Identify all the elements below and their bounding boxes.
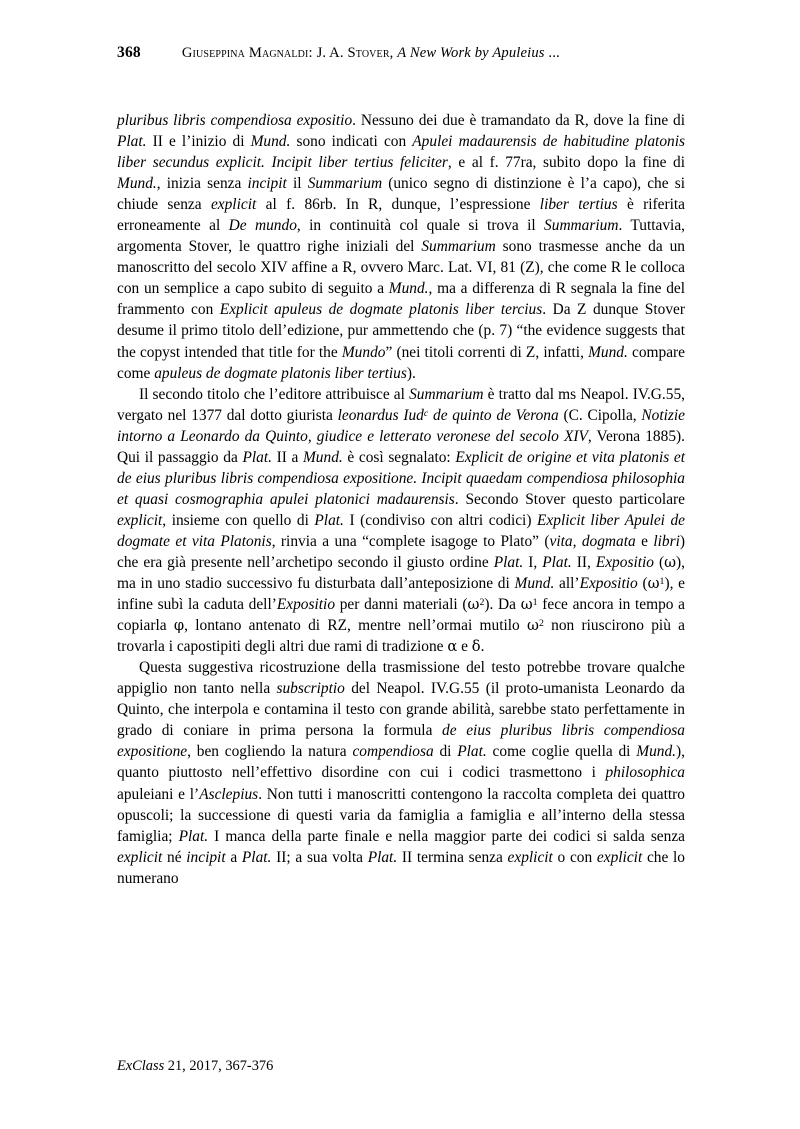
italic-run: Plat. <box>542 553 572 571</box>
text-run: , ma a differenza di R segnala la fine del frammento con <box>117 280 685 319</box>
italic-run: Expositio <box>595 553 654 571</box>
text-run: è tratto dal ms Neapol. IV.G.55, vergato nel 1377 dal dotto giurista <box>117 385 685 424</box>
footer-citation-detail: 21, 2017, 367-376 <box>164 1058 274 1074</box>
body-text <box>117 110 685 889</box>
text-run: . <box>480 638 485 656</box>
text-run: II, <box>571 553 596 571</box>
text-run: ) che era già presente nell’archetipo secondo il giusto ordine <box>117 532 685 571</box>
italic-run: Explicit apuleus de dogmate platonis liber tercius <box>219 301 543 319</box>
text-run: non riuscirono più a trovarla i capostipiti degli altri due rami di tradizione <box>117 617 685 656</box>
text-run: (C. Cipolla, <box>558 406 642 424</box>
text-run: . Nessuno dei due è tramandato da R, dove la fine di <box>352 112 686 129</box>
text-run: e <box>635 532 654 550</box>
italic-run: pluribus libris compendiosa expositio <box>117 112 353 129</box>
italic-run: compendiosa <box>352 743 434 761</box>
italic-run: Expositio <box>579 575 638 593</box>
italic-run: apuleus de dogmate platonis liber tertius <box>154 364 407 382</box>
italic-run: Apulei madaurensis de habitudine platonis liber secundus explicit. Incipit liber tertius feliciter <box>117 133 685 172</box>
superscript-run: 1 <box>532 596 538 608</box>
italic-run: Plat. <box>493 553 524 571</box>
italic-run: Plat. <box>178 827 209 845</box>
italic-run: Mund. <box>588 343 628 361</box>
text-run: del Neapol. IV.G.55 (il proto-umanista Leonardo da Quinto, che interpola e contamina il testo con grande abilità, sarebbe stato perfettamente in grado di coniare in prima persona la formula <box>117 680 685 740</box>
italic-run: Plat. <box>457 743 487 761</box>
page-number: 368 <box>117 44 141 61</box>
text-run: II termina senza <box>397 848 508 866</box>
text-run: di <box>433 743 458 761</box>
text-run: sono indicati con <box>290 133 413 151</box>
greek-siglum: α <box>447 638 458 656</box>
italic-run: Asclepius <box>199 785 259 803</box>
text-run: , inizia senza <box>156 175 248 193</box>
italic-run: leonardus Iud <box>337 406 424 424</box>
italic-run: Mund. <box>250 133 291 151</box>
greek-siglum: ω <box>647 575 660 593</box>
text-run: ), e infine subì la caduta dell’ <box>117 575 685 614</box>
running-head-ellipsis: ... <box>544 45 560 61</box>
text-run: che lo numerano <box>117 848 685 887</box>
text-run: ), ma in uno stadio successivo fu disturbata dall’anteposizione di <box>117 553 686 593</box>
italic-run: Expositio <box>276 596 336 614</box>
text-run: per danni materiali ( <box>335 596 468 614</box>
paragraph <box>117 110 685 384</box>
text-run: come coglie quella di <box>486 743 637 761</box>
text-run: I manca della parte finale e nella maggior parte dei codici si salda senza <box>208 827 685 845</box>
superscript-run: 1 <box>659 575 665 587</box>
italic-run: explicit <box>596 848 643 866</box>
superscript-run: 2 <box>479 596 485 608</box>
paragraph <box>117 657 685 889</box>
running-head-author: Giuseppina Magnaldi <box>181 45 309 61</box>
italic-run: philosophica <box>605 764 685 782</box>
italic-run: De mundo <box>228 217 297 235</box>
text-run: . Non tutti i manoscritti contengono la raccolta completa dei quattro opuscoli; la successione di questi varia da famiglia a famiglia e all’interno della stessa famiglia; <box>117 785 685 845</box>
running-head-reviewed-title: A New Work by Apuleius <box>397 45 545 61</box>
text-run: all’ <box>554 575 580 593</box>
text-run: II; a sua volta <box>271 848 368 866</box>
text-run: compare come <box>117 343 685 382</box>
text-run: al f. 86rb. In R, dunque, l’espressione <box>256 196 540 214</box>
italic-run: Plat. <box>242 448 272 466</box>
text-run: ” (nei titoli correnti di Z, infatti, <box>385 343 589 361</box>
text-run: Questa suggestiva ricostruzione della trasmissione del testo potrebbe trovare qualche appiglio non tanto nella <box>117 659 685 698</box>
text-run: I, <box>523 553 543 571</box>
italic-run: incipit <box>247 175 287 193</box>
text-run: . Tuttavia, argomenta Stover, le quattro righe iniziali del <box>117 217 685 256</box>
italic-run: Plat. <box>367 848 398 866</box>
italic-run: Mund. <box>302 448 343 466</box>
text-run: ). Da <box>484 596 521 614</box>
text-run: né <box>162 848 187 866</box>
running-head-comma: , <box>389 45 398 61</box>
text-run: , rinvia a una “complete isagoge to Plato” ( <box>271 532 550 550</box>
italic-run: Mund. <box>636 743 677 761</box>
italic-run: Notizie intorno a Leonardo da Quinto, giudice e letterato veronese del secolo XIV <box>117 406 685 445</box>
text-run: (unico segno di distinzione è l’a capo), che si chiude senza <box>117 175 685 214</box>
italic-run: Summarium <box>421 238 496 256</box>
italic-run: de eius pluribus libris compendiosa expositione <box>117 722 685 761</box>
italic-run: Mundo <box>341 343 386 361</box>
paragraph <box>117 384 685 658</box>
text-run: . Secondo Stover questo particolare <box>454 490 685 508</box>
text-run: . Da Z dunque Stover desume il primo titolo dell’edizione, pur ammettendo che (p. 7) “the evidence suggests that the copyst intended that title for the <box>117 301 685 361</box>
italic-run: Plat. <box>117 133 147 151</box>
text-run: ), quanto piuttosto nell’effettivo disordine con cui i codici trasmettono i <box>117 743 686 782</box>
italic-run: Mund. <box>117 175 157 193</box>
greek-siglum: ω <box>467 596 480 614</box>
italic-run: liber tertius <box>539 196 618 214</box>
superscript-run: 2 <box>538 618 544 629</box>
text-run: il <box>286 175 308 193</box>
italic-run: Plat. <box>314 511 344 529</box>
italic-run: de quinto de Verona <box>428 406 559 424</box>
running-head-reviewed-author: J. A. Stover <box>316 45 390 61</box>
italic-run: libri <box>653 532 680 550</box>
footer-citation <box>117 1058 273 1075</box>
footer-journal-name: ExClass <box>117 1058 165 1074</box>
italic-run: Mund. <box>388 280 429 298</box>
italic-run: explicit <box>210 196 257 214</box>
greek-siglum: φ <box>173 617 185 635</box>
text-run: apuleiani e l’ <box>117 785 200 803</box>
text-run: II a <box>271 448 303 466</box>
text-run: ( <box>653 553 665 571</box>
greek-siglum: ω <box>527 617 539 635</box>
text-run: a <box>225 848 242 866</box>
italic-run: Explicit liber Apulei de dogmate et vita Platonis <box>117 511 686 550</box>
text-run: , insieme con quello di <box>162 511 315 529</box>
text-run: , ben cogliendo la natura <box>187 743 353 761</box>
running-head-separator: : <box>308 45 317 61</box>
italic-run: vita, dogmata <box>549 532 636 550</box>
italic-run: incipit <box>186 848 226 866</box>
text-run: , lontano antenato di RZ, mentre nell’ormai mutilo <box>184 617 528 635</box>
italic-run: Summarium <box>307 175 383 193</box>
italic-run: explicit <box>507 848 553 866</box>
superscript-run: c <box>423 407 429 419</box>
italic-run: Plat. <box>241 848 272 866</box>
text-run: o con <box>552 848 597 866</box>
italic-run: explicit <box>117 848 163 866</box>
greek-siglum: ω <box>664 553 677 571</box>
italic-run: Summarium <box>409 385 484 403</box>
italic-run: Mund. <box>514 575 555 593</box>
text-run: è così segnalato: <box>342 448 456 466</box>
text-run: Il secondo titolo che l’editore attribuisce al <box>139 385 410 403</box>
italic-run: Explicit de origine et vita platonis et de eius pluribus libris compendiosa expositione. Incipit quaedam compendiosa philosophia et quasi cosmographia apulei platonici madaurensis <box>117 448 685 508</box>
greek-siglum: ω <box>520 596 533 614</box>
text-run: , in continuità col quale si trova il <box>296 217 545 235</box>
running-head <box>117 44 685 66</box>
running-head-title <box>182 45 560 62</box>
text-run: ( <box>637 575 648 593</box>
text-run: sono trasmesse anche da un manoscritto del secolo XIV affine a R, ovvero Marc. Lat. VI, 81 (Z), che come R le colloca con un semplice a capo subito di seguito a <box>117 238 686 298</box>
italic-run: subscriptio <box>276 680 345 698</box>
text-run: , Verona 1885). Qui il passaggio da <box>117 427 685 466</box>
text-run: II e l’inizio di <box>146 133 251 151</box>
italic-run: Summarium <box>544 217 619 235</box>
text-run: , e al f. 77ra, subito dopo la fine di <box>447 154 686 172</box>
text-run: e <box>457 638 472 656</box>
text-run: ). <box>406 364 416 382</box>
italic-run: explicit <box>117 511 163 529</box>
text-run: fece ancora in tempo a copiarla <box>117 596 686 635</box>
greek-siglum: δ <box>471 638 481 656</box>
text-run: I (condiviso con altri codici) <box>343 511 538 529</box>
text-run: è riferita erroneamente al <box>117 196 686 235</box>
